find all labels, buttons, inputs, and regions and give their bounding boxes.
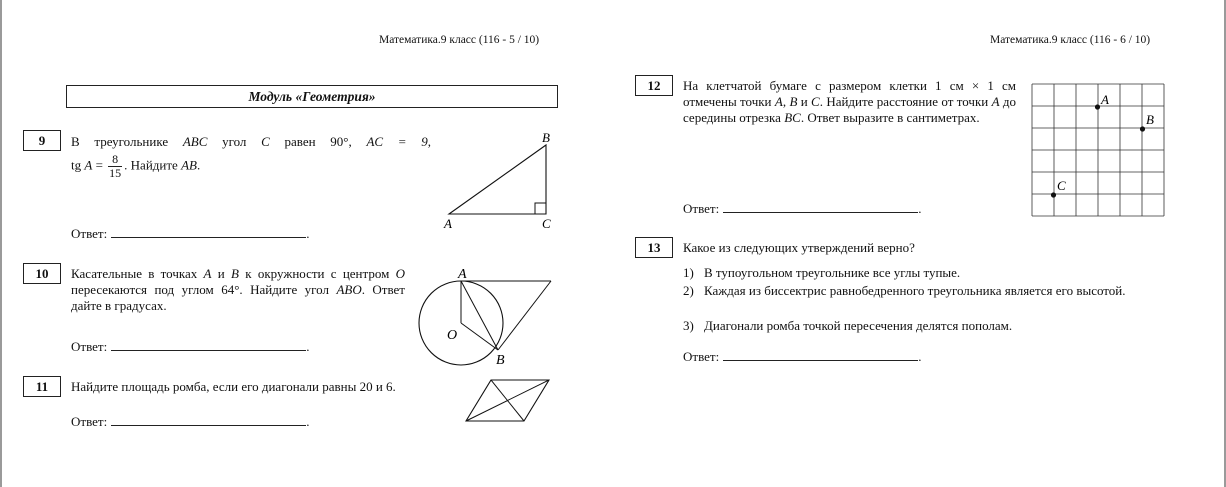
q9-triangle-figure	[440, 128, 560, 233]
q11-answer: Ответ: .	[71, 414, 310, 429]
q12-point-c	[1051, 192, 1056, 197]
q10-label-b: B	[496, 353, 505, 368]
q10-tangent-b	[498, 281, 551, 350]
q10-answer-field[interactable]	[111, 338, 306, 351]
q12-answer: Ответ: .	[683, 201, 922, 216]
q11-number: 11	[23, 376, 61, 397]
q9-right-angle-mark	[535, 203, 546, 214]
right-page-header: Математика.9 класс (116 - 6 / 10)	[990, 34, 1151, 46]
q9-fraction: $\frac{8}{15}$	[109, 152, 122, 180]
q11-rhombus-figure	[462, 376, 554, 426]
q9-answer: Ответ: .	[71, 226, 310, 241]
q9-text: В треугольнике ABC угол C равен 90°, AC = 9, tg A = $\frac{8}{15}$ . Найдите AB.	[71, 134, 431, 180]
q9-label-b: B	[542, 130, 550, 145]
q12-text: На клетчатой бумаге с размером клетки 1 см × 1 см отмечены точки A, B и C. Найдите расстояние от точки A до середины отрезка BC. Ответ выразите в сантиметрах.	[683, 78, 1016, 125]
q12-label-a: A	[1101, 92, 1109, 107]
q9-label-a: A	[444, 216, 452, 231]
q10-label-o: O	[447, 328, 458, 343]
q12-answer-field[interactable]	[723, 200, 918, 213]
q13-number: 13	[635, 237, 673, 258]
q9-answer-field[interactable]	[111, 225, 306, 238]
module-title: Модуль «Геометрия»	[66, 85, 558, 108]
q11-answer-field[interactable]	[111, 413, 306, 426]
q12-point-b	[1140, 126, 1145, 131]
q10-label-a: A	[458, 267, 467, 282]
q9-triangle	[449, 145, 546, 214]
q13-option-3[interactable]: 3) Диагонали ромба точкой пересечения делятся пополам.	[683, 318, 1013, 333]
q12-grid-figure	[1030, 82, 1170, 222]
q13-option-1[interactable]: 1) В тупоугольном треугольнике все углы тупые.	[683, 265, 961, 280]
q9-number: 9	[23, 130, 61, 151]
q13-question: Какое из следующих утверждений верно?	[683, 240, 915, 255]
q12-number: 12	[635, 75, 673, 96]
page-border-left	[0, 0, 2, 487]
q12-label-b: B	[1146, 112, 1154, 127]
q11-diagonal-short	[491, 380, 524, 421]
q10-text: Касательные в точках A и B к окружности с центром O пересекаются под углом 64°. Найдите угол ABO. Ответ дайте в градусах.	[71, 266, 406, 313]
q10-answer: Ответ: .	[71, 339, 310, 354]
left-page-header: Математика.9 класс (116 - 5 / 10)	[379, 34, 540, 46]
q10-chord-ab	[461, 281, 498, 350]
q10-radius-ob	[461, 323, 498, 350]
q12-label-c: C	[1057, 178, 1066, 193]
q10-circle-figure	[415, 262, 560, 370]
q13-answer-field[interactable]	[723, 348, 918, 361]
q12-point-a	[1095, 104, 1100, 109]
q13-option-2[interactable]: 2) Каждая из биссектрис равнобедренного треугольника является его высотой.	[683, 283, 1126, 298]
q13-answer: Ответ: .	[683, 349, 922, 364]
q9-label-c: C	[542, 216, 551, 231]
q11-text: Найдите площадь ромба, если его диагонали равны 20 и 6.	[71, 379, 396, 394]
q10-number: 10	[23, 263, 61, 284]
